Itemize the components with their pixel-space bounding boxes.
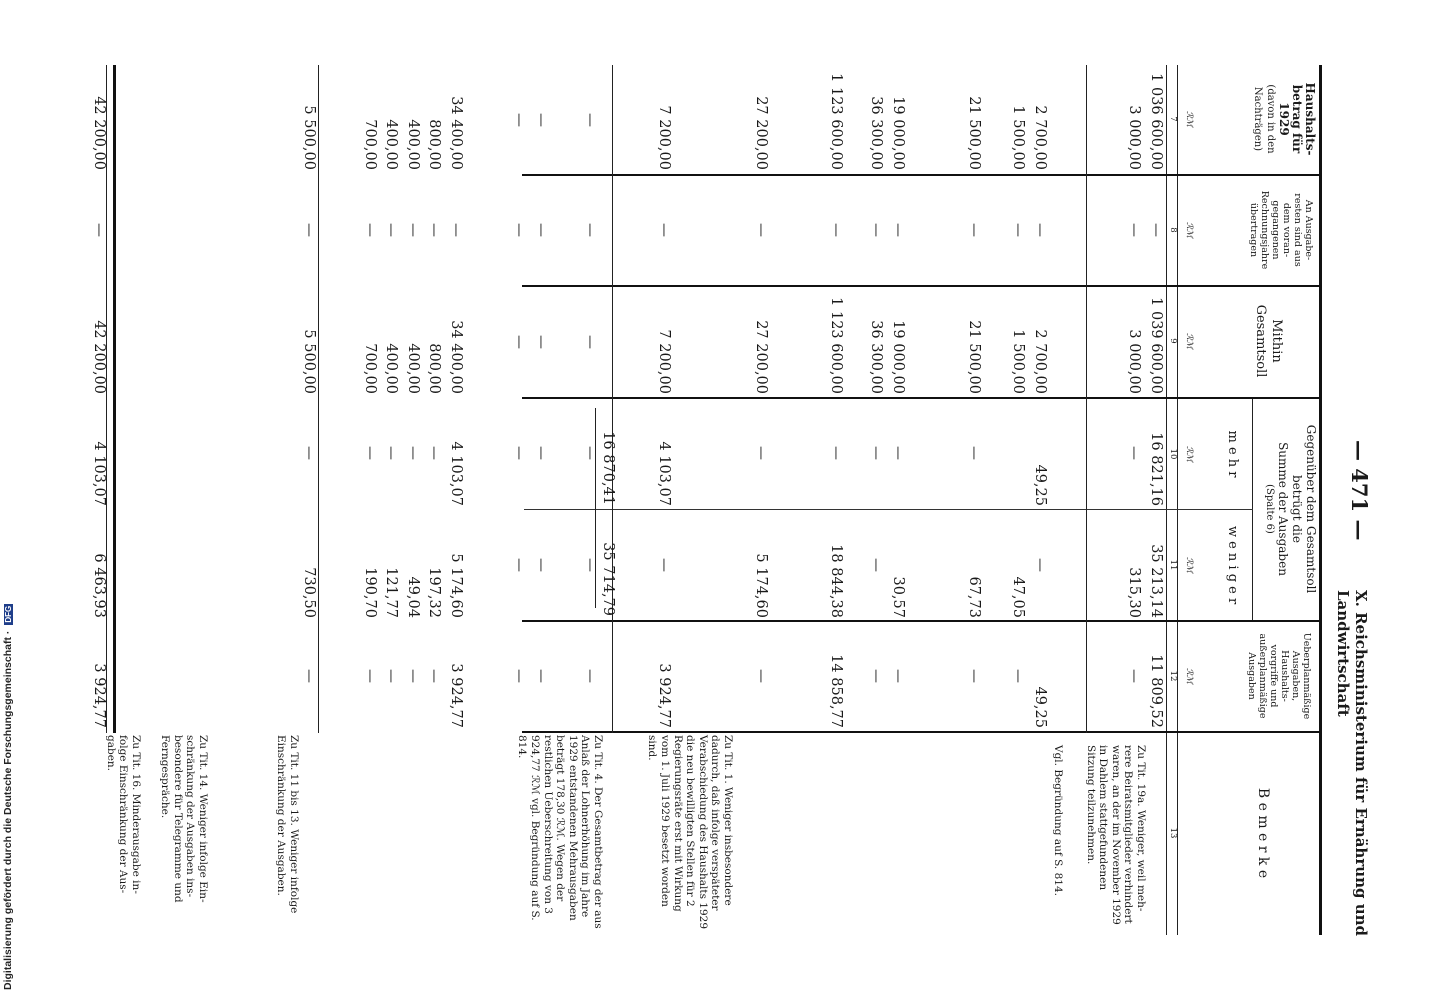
table-cell-c7: 5 500,00: [301, 105, 317, 170]
table-cell-c12: —: [966, 669, 982, 683]
table-cell-c8: —: [868, 223, 885, 237]
table-cell-c9: —: [533, 335, 549, 349]
table-cell-c7: —: [582, 113, 598, 127]
remark-begruendung-1: Vgl. Begründung auf S. 814.: [1052, 745, 1064, 896]
table-cell-c9: 1 039 600,00: [1148, 297, 1164, 394]
col11-unit: ℛℳ: [1184, 557, 1194, 573]
table-cell-c9: 19 000,00: [890, 320, 906, 394]
table-cell-c9: 34 400,00: [448, 320, 464, 394]
table-cell-c8: —: [1126, 223, 1143, 237]
col7-header: Haushalts- betrag für 1929 (davon in den Nachträgen): [1252, 82, 1317, 156]
table-cell-c9: 42 200,00: [91, 320, 107, 394]
page-number: — 471 —: [1347, 440, 1372, 541]
table-cell-c11: 49,04: [405, 576, 421, 618]
col-divider-11-12: [522, 620, 1322, 622]
table-cell-c12: —: [1010, 669, 1027, 683]
table-cell-c10: —: [533, 446, 549, 460]
table-cell-c12: —: [890, 669, 906, 683]
table-cell-c8: —: [890, 223, 906, 237]
table-cell-c7: 1 036 600,00: [1148, 73, 1164, 170]
table-cell-c11: 315,30: [1126, 567, 1143, 618]
table-cell-c9: 3 000,00: [1126, 329, 1143, 394]
table-cell-c12: 49,25: [1032, 686, 1048, 728]
table-cell-c9: 27 200,00: [753, 320, 769, 394]
table-cell-c12: —: [383, 669, 400, 683]
col11-subheader: w e n i g e r: [1225, 525, 1240, 605]
table-cell-c9: 1 500,00: [1010, 329, 1027, 394]
table-cell-c8: —: [582, 223, 598, 237]
table-cell-c7: 800,00: [426, 119, 443, 170]
table-cell-c9: 400,00: [383, 343, 400, 394]
table-cell-c10: —: [511, 446, 528, 460]
table-cell-c10: 49,25: [1032, 464, 1048, 506]
table-cell-c10: —: [362, 446, 378, 460]
table-cell-c11: —: [511, 558, 528, 572]
table-cell-c9: —: [511, 335, 528, 349]
col12-unit: ℛℳ: [1184, 668, 1194, 684]
table-cell-c12: —: [533, 669, 549, 683]
table-cell-c11: 30,57: [890, 576, 906, 618]
table-cell-c10: 4 103,07: [656, 441, 672, 506]
table-cell-c9: 36 300,00: [868, 320, 885, 394]
table-cell-c7: 2 700,00: [1032, 105, 1048, 170]
table-cell-c7: 27 200,00: [753, 96, 769, 170]
table-cell-c11: 6 463,93: [91, 553, 107, 618]
table-cell-c10: —: [301, 446, 317, 460]
ministry-title-line2: Landwirtschaft: [1334, 590, 1352, 717]
col10-unit: ℛℳ: [1184, 446, 1194, 462]
header-top-rule: [1319, 65, 1322, 935]
table-cell-c11: 18 844,38: [828, 544, 844, 618]
table-cell-c8: —: [91, 223, 107, 237]
table-cell-c9: 1 123 600,00: [828, 297, 844, 394]
table-cell-c8: —: [753, 223, 769, 237]
col13-header: B e m e r k e: [1255, 787, 1271, 879]
table-cell-c10: 16 821,16: [1148, 432, 1164, 506]
table-cell-c9: 5 500,00: [301, 329, 317, 394]
brace-bar: [595, 408, 596, 608]
table-cell-c8: —: [405, 223, 421, 237]
col10-11-header: Gegenüber dem Gesamtsoll betrügt die Summe der Ausgaben (Spalte 6): [1264, 424, 1318, 594]
table-cell-c11: 190,70: [362, 567, 378, 618]
col-divider-10-11: [524, 509, 1253, 510]
col-number-11: 11: [1168, 559, 1178, 571]
table-cell-c12: 14 858,77: [828, 654, 844, 728]
col7-unit: ℛℳ: [1184, 111, 1194, 127]
table-cell-c9: 800,00: [426, 343, 443, 394]
table-cell-c8: —: [383, 223, 400, 237]
table-cell-c11: —: [656, 558, 672, 572]
table-cell-c12: 3 924,77: [656, 663, 672, 728]
table-cell-c8: —: [426, 223, 443, 237]
table-cell-c7: 34 400,00: [448, 96, 464, 170]
table-cell-c9: 400,00: [405, 343, 421, 394]
table-cell-c12: —: [868, 669, 885, 683]
table-cell-c11: —: [868, 558, 885, 572]
remark-tit-4: Zu Tit. 4. Der Gesamtbetrag der aus Anlaß der Lohnerhöhung im Jahre 1929 entstandenen Mehrausgaben beträgt 178,30 ℛℳ. Wegen der restlichen Ueberschreitung von 3 924,77 ℛℳ vgl. Begründung auf S. 814.: [516, 735, 604, 929]
remark-tit-14: Zu Tit. 14. Weniger infolge Einschränkung der Ausgaben insbesondere für Telegramme und Ferngespräche.: [159, 735, 209, 903]
rule-after-section-1: [1086, 65, 1087, 733]
col-number-13: 13: [1168, 827, 1178, 839]
table-cell-c7: 700,00: [362, 119, 378, 170]
col-divider-8-9: [522, 285, 1322, 287]
table-cell-c7: 19 000,00: [890, 96, 906, 170]
table-cell-c12: —: [301, 669, 317, 683]
table-cell-c7: —: [511, 113, 528, 127]
table-cell-c11: 35 213,14: [1148, 544, 1164, 618]
table-cell-c10: —: [582, 446, 598, 460]
table-cell-c10: —: [383, 446, 400, 460]
table-cell-c11: —: [1032, 558, 1048, 572]
remark-tit-11-13: Zu Tit. 11 bis 13. Weniger infolge Einschränkung der Ausgaben.: [275, 735, 300, 914]
col-divider-12-13: [522, 731, 1322, 733]
table-cell-c8: —: [1010, 223, 1027, 237]
table-cell-c11: 197,32: [426, 567, 443, 618]
mehr-brace-total: 16 870,41: [600, 431, 616, 505]
col-number-8: 8: [1168, 227, 1178, 233]
table-cell-c8: —: [301, 223, 317, 237]
table-cell-c12: 3 924,77: [91, 663, 107, 728]
col8-header: An Ausgabe- resten sind aus dem voran- gegangenen Rechnungsjahre übertragen: [1248, 190, 1314, 270]
col-number-10: 10: [1168, 448, 1178, 460]
table-cell-c7: 400,00: [405, 119, 421, 170]
col-divider-9-10: [522, 397, 1322, 399]
left-margin: Digitalisierung gefördert durch die Deutsche Forschungsgemeinschaft · DFG: [2, 605, 14, 990]
table-cell-c7: —: [533, 113, 549, 127]
rule-section-2: [318, 65, 319, 733]
table-cell-c7: 42 200,00: [91, 96, 107, 170]
table-cell-c10: —: [405, 446, 421, 460]
table-cell-c10: —: [868, 446, 885, 460]
table-cell-c7: 36 300,00: [868, 96, 885, 170]
table-cell-c8: —: [1032, 223, 1048, 237]
remark-tit-19a: Zu Tit. 19a. Weniger, weil mehrere Beiratsmitglieder verhindert waren, an der im November 1929 in Dahlem stattgefundenen Sitzung teilzunehmen.: [1084, 745, 1147, 925]
col9-header: Mithin Gesamtsoll: [1253, 304, 1284, 378]
table-cell-c12: —: [426, 669, 443, 683]
header-number-rule: [1166, 65, 1167, 935]
table-cell-c9: 7 200,00: [656, 329, 672, 394]
table-cell-c12: 11 809,52: [1148, 654, 1164, 728]
table-cell-c10: —: [1126, 446, 1143, 460]
table-cell-c8: —: [448, 223, 464, 237]
table-cell-c11: —: [582, 558, 598, 572]
table-cell-c8: —: [656, 223, 672, 237]
col10-subheader: m e h r: [1225, 430, 1240, 478]
table-cell-c8: —: [533, 223, 549, 237]
table-cell-c10: —: [426, 446, 443, 460]
table-cell-c8: —: [1148, 223, 1164, 237]
table-cell-c9: 2 700,00: [1032, 329, 1048, 394]
table-cell-c9: 21 500,00: [966, 320, 982, 394]
table-cell-c10: 4 103,07: [448, 441, 464, 506]
col9-unit: ℛℳ: [1184, 333, 1194, 349]
table-cell-c11: 5 174,60: [448, 553, 464, 618]
remark-tit-16: Zu Tit. 16. Minderausgabe infolge Einschränkung der Ausgaben.: [104, 735, 142, 894]
table-cell-c7: 7 200,00: [656, 105, 672, 170]
table-cell-c11: 47,05: [1010, 576, 1027, 618]
col-number-9: 9: [1168, 338, 1178, 344]
table-cell-c8: —: [828, 223, 844, 237]
table-cell-c12: —: [362, 669, 378, 683]
col-divider-7-8: [522, 174, 1322, 176]
col-number-7: 7: [1168, 116, 1178, 122]
weniger-brace-total: 35 714,79: [600, 542, 616, 616]
table-cell-c7: 21 500,00: [966, 96, 982, 170]
table-cell-c7: 1 123 600,00: [828, 73, 844, 170]
table-cell-c9: —: [582, 335, 598, 349]
table-cell-c10: 4 103,07: [91, 441, 107, 506]
table-cell-c12: —: [405, 669, 421, 683]
table-cell-c10: —: [828, 446, 844, 460]
col8-unit: ℛℳ: [1184, 222, 1194, 238]
table-cell-c11: 5 174,60: [753, 553, 769, 618]
col12-header: Ueberplanmäßige Ausgaben, Haushalts- vorgriffe und außerplanmäßige Ausgaben: [1246, 632, 1312, 720]
table-cell-c10: —: [966, 446, 982, 460]
dfg-logo: DFG: [4, 605, 13, 623]
funding-note: Digitalisierung gefördert durch die Deutsche Forschungsgemeinschaft: [2, 637, 14, 990]
table-cell-c12: —: [582, 669, 598, 683]
rule-before-total: [113, 65, 116, 733]
table-cell-c11: —: [533, 558, 549, 572]
remark-tit-1: Zu Tit. 1. Weniger insbesondere dadurch, daß infolge verspäteter Verabschiedung des Haushalts 1929 die neu bewilligten Stellen für 2 Regierungsräte erst mit Wirkung vom 1. Juli 1929 besetzt worden sind.: [646, 735, 734, 930]
table-cell-c10: —: [753, 446, 769, 460]
table-cell-c8: —: [362, 223, 378, 237]
table-cell-c7: 3 000,00: [1126, 105, 1143, 170]
table-cell-c12: 3 924,77: [448, 663, 464, 728]
table-cell-c8: —: [511, 223, 528, 237]
ministry-title-line1: X. Reichsministerium für Ernährung und: [1352, 590, 1370, 937]
table-cell-c11: 730,50: [301, 567, 317, 618]
table-cell-c8: —: [966, 223, 982, 237]
table-cell-c12: —: [511, 669, 528, 683]
table-cell-c10: —: [890, 446, 906, 460]
table-cell-c12: —: [1126, 669, 1143, 683]
rule-before-subtotal: [612, 65, 613, 733]
table-cell-c7: 400,00: [383, 119, 400, 170]
col-number-12: 12: [1168, 670, 1178, 682]
table-cell-c9: 700,00: [362, 343, 378, 394]
table-cell-c11: 67,73: [966, 576, 982, 618]
table-cell-c11: 121,77: [383, 567, 400, 618]
table-cell-c12: —: [753, 669, 769, 683]
table-cell-c7: 1 500,00: [1010, 105, 1027, 170]
